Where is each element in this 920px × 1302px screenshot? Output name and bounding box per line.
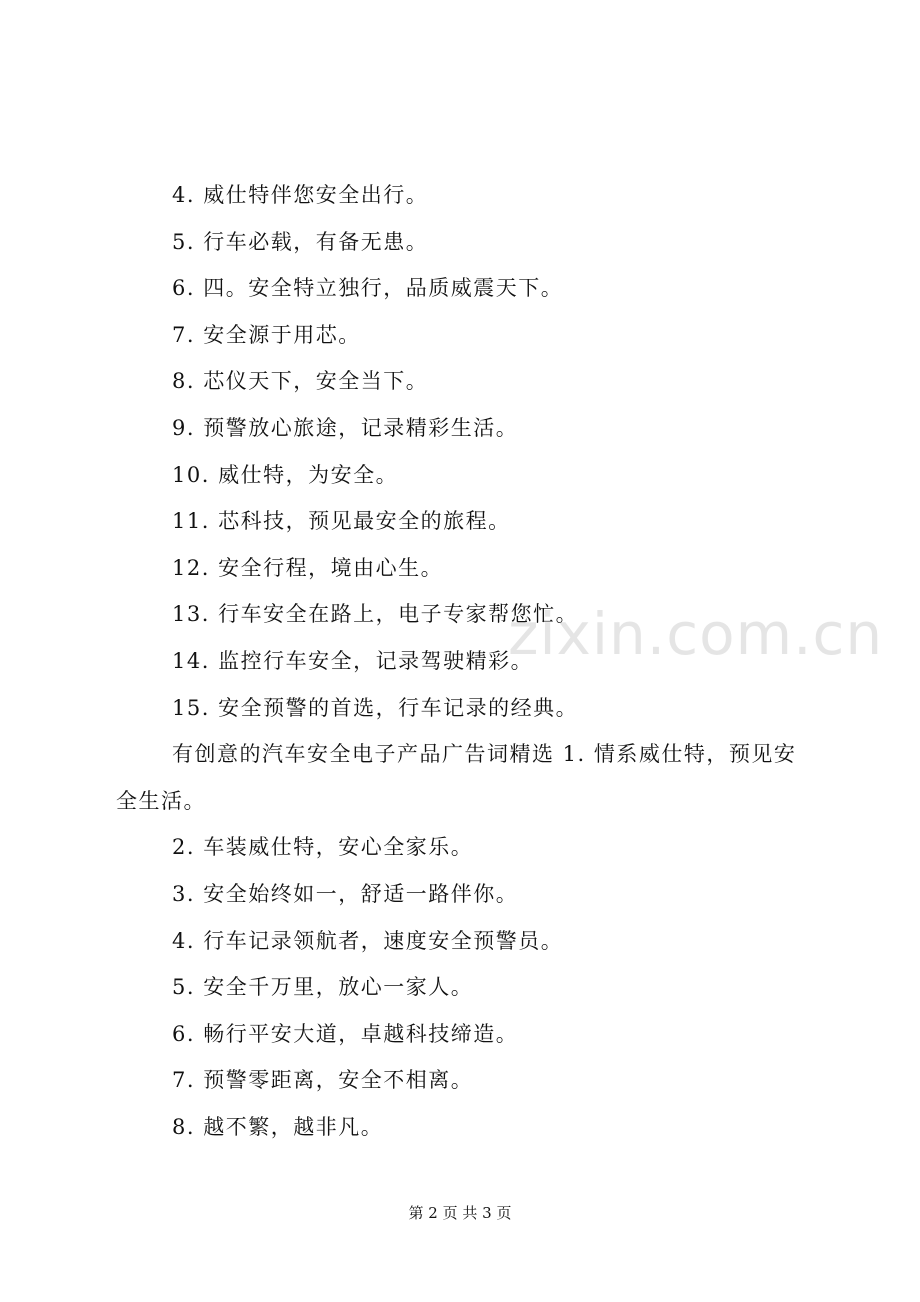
list-item: 9. 预警放心旅途，记录精彩生活。 [172,415,519,440]
list-item: 14. 监控行车安全，记录驾驶精彩。 [172,648,534,673]
list-item: 6. 四。安全特立独行，品质威震天下。 [172,276,564,301]
list-item: 8. 芯仪天下，安全当下。 [172,369,429,394]
list-item: 4. 行车记录领航者，速度安全预警员。 [172,928,564,953]
list-item: 7. 预警零距离，安全不相离。 [172,1068,474,1093]
list-item: 13. 行车安全在路上，电子专家帮您忙。 [172,602,579,627]
list-item: 4. 威仕特伴您安全出行。 [172,183,429,207]
list-item: 6. 畅行平安大道，卓越科技缔造。 [172,1021,519,1046]
list-item: 15. 安全预警的首选，行车记录的经典。 [172,695,579,720]
list-item: 10. 威仕特，为安全。 [172,462,399,487]
list-item: 5. 行车必载，有备无患。 [172,229,429,254]
list-item: 5. 安全千万里，放心一家人。 [172,975,474,1000]
watermark: zixin.com.cn [508,600,884,668]
list-item: 12. 安全行程，境由心生。 [172,555,444,580]
list-item: 3. 安全始终如一，舒适一路伴你。 [172,881,519,906]
page-footer: 第 2 页 共 3 页 [408,1204,512,1222]
list-item: 2. 车装威仕特，安心全家乐。 [172,835,474,860]
section-paragraph: 有创意的汽车安全电子产品广告词精选 1. 情系威仕特，预见安全生活。 [116,742,797,813]
list-item: 8. 越不繁，越非凡。 [172,1114,384,1139]
list-item: 7. 安全源于用芯。 [172,322,361,347]
list-item: 11. 芯科技，预见最安全的旅程。 [172,509,511,534]
